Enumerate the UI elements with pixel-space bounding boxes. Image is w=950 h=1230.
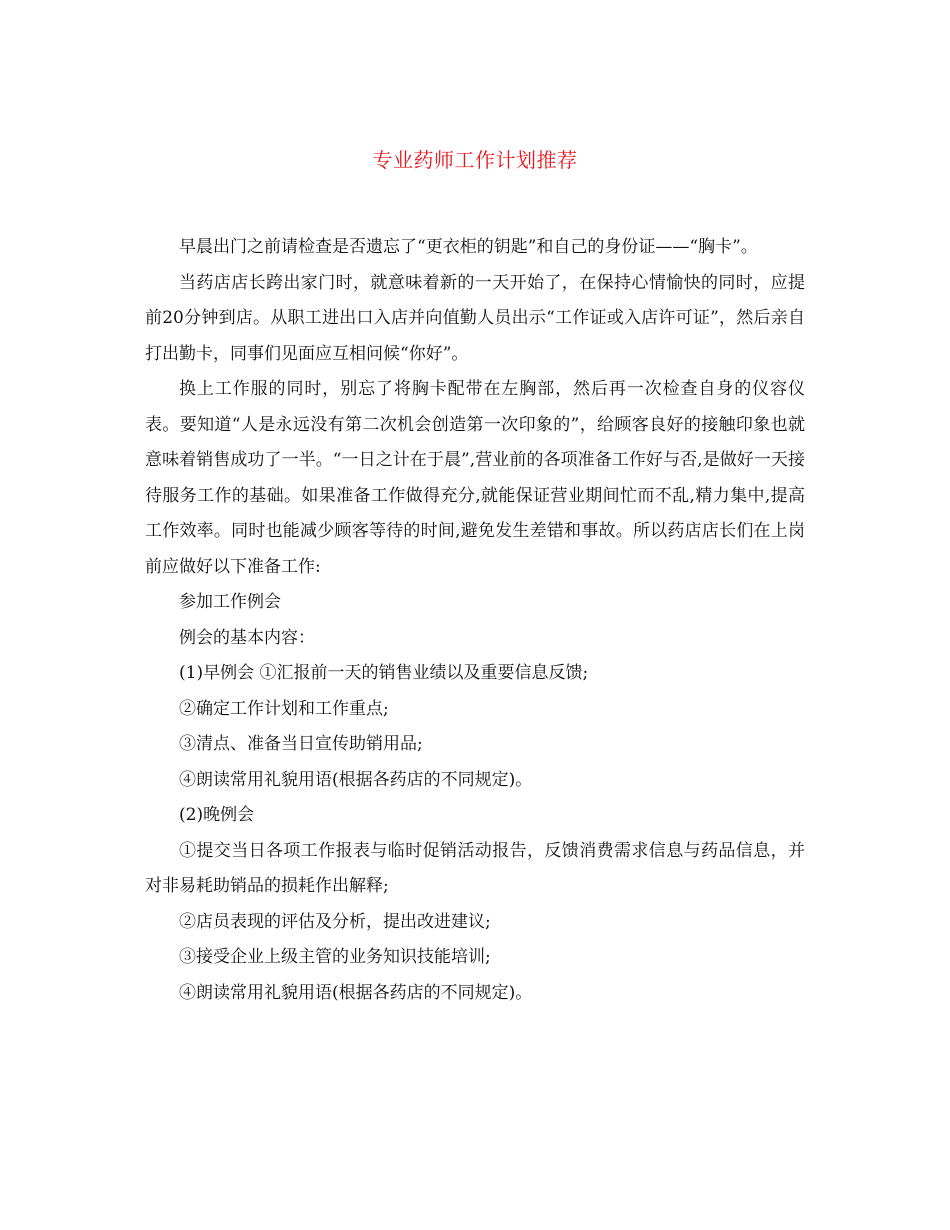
paragraph: ③接受企业上级主管的业务知识技能培训; bbox=[179, 947, 491, 967]
paragraph: 例会的基本内容： bbox=[179, 627, 315, 648]
document-body bbox=[145, 230, 805, 1011]
paragraph: ①提交当日各项工作报表与临时促销活动报告，反馈消费需求信息与药品信息，并对非易耗助销品的损耗作出解释; bbox=[145, 840, 805, 896]
paragraph: 参加工作例会 bbox=[179, 592, 281, 612]
paragraph: ④朗读常用礼貌用语(根据各药店的不同规定)。 bbox=[179, 769, 533, 790]
paragraph: 当药店店长跨出家门时，就意味着新的一天开始了，在保持心情愉快的同时，应提前20分钟到店。从职工进出口入店并向值勤人员出示“工作证或入店许可证”，然后亲自打出勤卡，同事们见面应互相问候“你好”。 bbox=[145, 272, 805, 364]
paragraph: ②店员表现的评估及分析，提出改进建议; bbox=[179, 911, 491, 932]
document-title: 专业药师工作计划推荐 bbox=[372, 148, 578, 172]
paragraph: (1)早例会 ①汇报前一天的销售业绩以及重要信息反馈; bbox=[179, 663, 589, 683]
paragraph: ③清点、准备当日宣传助销用品; bbox=[179, 734, 423, 754]
paragraph: 换上工作服的同时，别忘了将胸卡配带在左胸部，然后再一次检查自身的仪容仪表。要知道“人是永远没有第二次机会创造第一次印象的”，给顾客良好的接触印象也就意味着销售成功了一半。“一日之计在于晨”,营业前的各项准备工作好与否,是做好一天接待服务工作的基础。如果准备工作做得充分,就能保证营业期间忙而不乱,精力集中,提高工作效率。同时也能减少顾客等待的时间,避免发生差错和事故。所以药店店长们在上岗前应做好以下准备工作: bbox=[145, 379, 805, 577]
paragraph: (2)晚例会 bbox=[179, 805, 255, 825]
paragraph: 早晨出门之前请检查是否遗忘了“更衣柜的钥匙”和自己的身份证——“胸卡”。 bbox=[179, 237, 758, 257]
paragraph: ④朗读常用礼貌用语(根据各药店的不同规定)。 bbox=[179, 982, 533, 1003]
paragraph: ②确定工作计划和工作重点; bbox=[179, 698, 389, 719]
